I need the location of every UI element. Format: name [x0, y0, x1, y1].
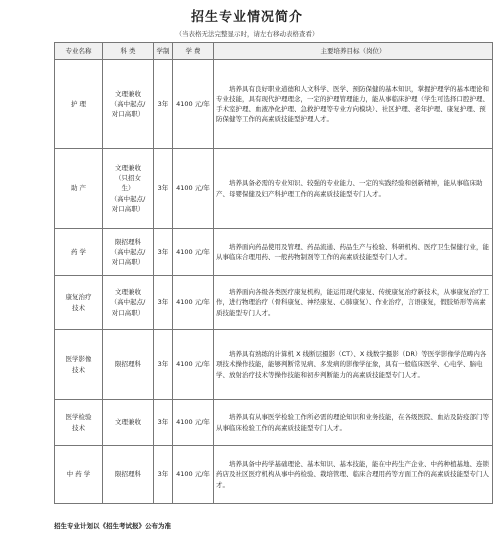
major-fee: 4100 元/年	[173, 149, 214, 229]
major-name: 医学影像 技术	[55, 330, 103, 400]
major-category: 文理兼收 （高中起点/ 对口高职）	[103, 60, 154, 149]
major-goal: 培养具备中药学基础理论、基本知识、基本技能，能在中药生产企业、中药种植基地、连锁药店及社区医疗机构从事中药检验、栽培管理、临床合理用药等方面工作的高素质技能型专门人才。	[216, 460, 489, 489]
major-goal: 培养具备必需的专业知识、较强的专业能力、一定的实践经验和创新精神，能从事临床助产、母婴保健及妇产科护理工作的高素质技能型专门人才。	[216, 179, 483, 198]
major-name: 助 产	[55, 149, 103, 229]
major-length: 3年	[154, 446, 173, 504]
major-name: 护 理	[55, 60, 103, 149]
major-name: 康复治疗 技术	[55, 276, 103, 330]
major-category: 文理兼收 （高中起点/ 对口高职）	[103, 276, 154, 330]
table-row	[55, 446, 493, 504]
major-goal: 培养面向各级各类医疗康复机构，能运用现代康复、传统康复治疗新技术，从事康复治疗工作，进行物理治疗（骨科康复、神经康复、心肺康复）、作业治疗，言语康复，假肢矫形等高素质技能型专门人才。	[216, 288, 489, 317]
major-category: 文理兼收 （只招女 生） （高中起点/ 对口高职）	[103, 149, 154, 229]
major-category: 限招理科 （高中起点/ 对口高职）	[103, 229, 154, 276]
major-goal: 培养具有从事医学检验工作所必需的理论知识和业务技能，在各级医院、血站及防疫部门等从事临床检验工作的高素质技能型专门人才。	[216, 413, 489, 432]
enrollment-plan-note: 招生专业计划以《招生考试报》公布为准	[54, 522, 171, 530]
major-fee: 4100 元/年	[173, 446, 214, 504]
major-goal: 培养具有良好职业道德和人文科学、医学、预防保健的基本知识，掌握护理学的基本理论和专业技能，具有现代护理理念，一定的护理管理能力，能从事临床护理（学生可选择口腔护理、手术室护理、血液净化护理、急救护理等专业方向模块）、社区护理、老年护理、康复护理、预防保健等工作的高素质技能型护理人才。	[216, 84, 489, 124]
major-name: 药 学	[55, 229, 103, 276]
header-goal: 主要培养目标（岗位）	[214, 43, 493, 60]
major-fee: 4100 元/年	[173, 400, 214, 446]
major-length: 3年	[154, 400, 173, 446]
major-category: 限招理科	[103, 446, 154, 504]
major-fee: 4100 元/年	[173, 276, 214, 330]
table-row	[55, 330, 493, 400]
header-length: 学制	[154, 43, 173, 60]
major-category: 限招理科	[103, 330, 154, 400]
major-length: 3年	[154, 330, 173, 400]
majors-table	[54, 42, 493, 504]
major-fee: 4100 元/年	[173, 330, 214, 400]
table-row	[55, 149, 493, 229]
page-title: 招生专业情况简介	[190, 10, 303, 25]
major-name: 医学检验 技术	[55, 400, 103, 446]
major-length: 3年	[154, 229, 173, 276]
major-length: 3年	[154, 60, 173, 149]
major-goal: 培养具有熟练的计算机 X 线断层摄影（CT）、X 线数字摄影（DR）等医学影像学范畴内各项技术操作技能，能够判断常见病、多发病的影像学征象，具有一般临床医学、心电学、脑电学、放射治疗技术等操作技能和初步判断能力的高素质技能型专门人才。	[216, 350, 487, 379]
major-name: 中 药 学	[55, 446, 103, 504]
table-row	[55, 60, 493, 149]
major-fee: 4100 元/年	[173, 60, 214, 149]
table-row	[55, 400, 493, 446]
table-header-row	[55, 43, 493, 60]
header-major-name: 专业名称	[55, 43, 103, 60]
major-length: 3年	[154, 149, 173, 229]
header-fee: 学 费	[173, 43, 214, 60]
scroll-hint: （当表格无法完整显示时，请左右移动表格查看）	[175, 30, 319, 38]
major-category: 文理兼收	[103, 400, 154, 446]
table-row	[55, 276, 493, 330]
major-length: 3年	[154, 276, 173, 330]
major-goal: 培养面向药品使用及管理、药品流通、药品生产与检验、科研机构、医疗卫生保健行业，能从事临床合理用药、一般药物制剂等工作的高素质技能型专门人才。	[216, 242, 489, 261]
major-fee: 4100 元/年	[173, 229, 214, 276]
table-row	[55, 229, 493, 276]
header-category: 科 类	[103, 43, 154, 60]
